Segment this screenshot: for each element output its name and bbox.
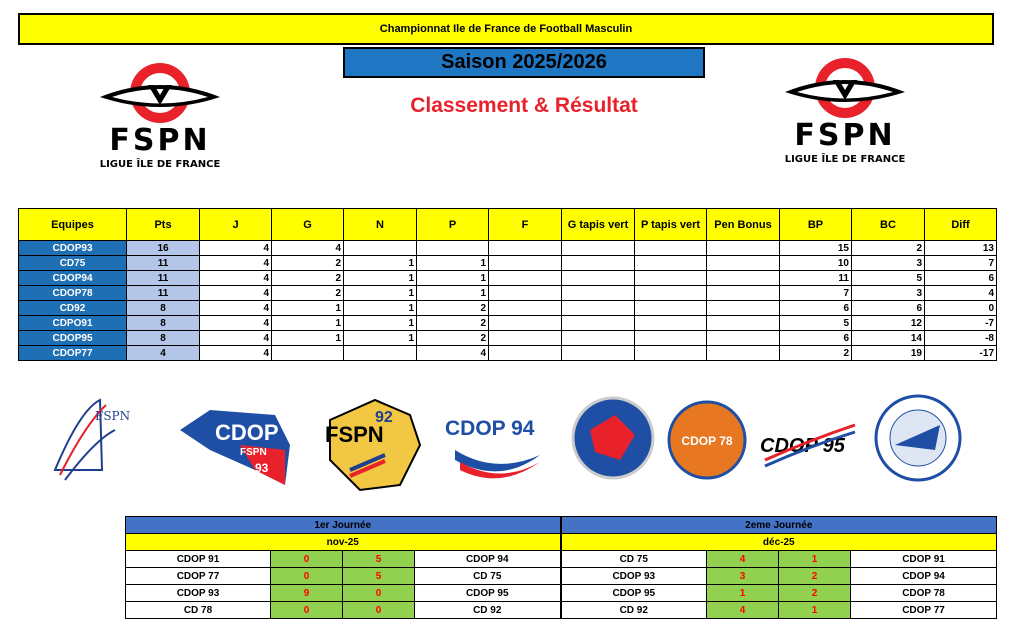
cell-ptv — [635, 331, 707, 346]
cell-diff: 4 — [925, 286, 997, 301]
fspn-logo-right — [765, 50, 925, 170]
cell-bc: 12 — [852, 316, 925, 331]
match-h1: CDOP 93 — [126, 585, 271, 602]
cell-pen — [707, 331, 780, 346]
match-s2a: 3 — [707, 568, 779, 585]
badge-91 — [573, 398, 653, 478]
badge-paris — [55, 400, 130, 480]
badge-92-text: FSPN — [325, 422, 384, 447]
match-s2b: 1 — [779, 551, 851, 568]
badge-94-text: CDOP 94 — [445, 417, 535, 440]
journee-2-header: 2eme Journée — [561, 517, 997, 534]
cell-bp: 15 — [780, 241, 852, 256]
season-banner: Saison 2025/2026 — [343, 47, 705, 78]
match-s1b: 5 — [343, 551, 415, 568]
match-s2b: 2 — [779, 568, 851, 585]
cell-ptv — [635, 346, 707, 361]
col-header: N — [344, 209, 417, 241]
match-a2: CDOP 94 — [851, 568, 997, 585]
cell-gtv — [562, 316, 635, 331]
cell-pts: 8 — [127, 331, 200, 346]
col-header: Equipes — [19, 209, 127, 241]
cell-n — [344, 346, 417, 361]
badge-92 — [325, 400, 420, 490]
journee-2-month: déc-25 — [561, 534, 997, 551]
cell-pen — [707, 301, 780, 316]
cell-gtv — [562, 286, 635, 301]
badge-93-sub: FSPN — [240, 447, 267, 458]
fspn-logo-left — [80, 55, 240, 175]
logo-name: FSPN — [794, 118, 896, 153]
cell-bc: 2 — [852, 241, 925, 256]
match-a1: CD 92 — [415, 602, 561, 619]
cell-bc: 14 — [852, 331, 925, 346]
cell-bc: 5 — [852, 271, 925, 286]
cell-j: 4 — [200, 331, 272, 346]
cell-j: 4 — [200, 346, 272, 361]
cell-ptv — [635, 286, 707, 301]
cell-team: CDOP78 — [19, 286, 127, 301]
match-s1a: 9 — [271, 585, 343, 602]
cell-bc: 3 — [852, 286, 925, 301]
cell-bp: 10 — [780, 256, 852, 271]
cell-pen — [707, 271, 780, 286]
col-header: BP — [780, 209, 852, 241]
col-header: G — [272, 209, 344, 241]
cell-g: 4 — [272, 241, 344, 256]
col-header: BC — [852, 209, 925, 241]
match-s1b: 0 — [343, 602, 415, 619]
standings-row — [19, 316, 997, 331]
match-h2: CDOP 93 — [561, 568, 707, 585]
page-subtitle: Classement & Résultat — [410, 94, 638, 117]
col-header: J — [200, 209, 272, 241]
cell-gtv — [562, 301, 635, 316]
cell-gtv — [562, 346, 635, 361]
cell-team: CDOP93 — [19, 241, 127, 256]
badge-paris-text: FSPN — [95, 409, 131, 423]
cell-j: 4 — [200, 301, 272, 316]
cell-g: 1 — [272, 331, 344, 346]
col-header: P tapis vert — [635, 209, 707, 241]
cell-p: 1 — [417, 256, 489, 271]
match-row — [126, 551, 997, 568]
cell-gtv — [562, 331, 635, 346]
cell-pts: 11 — [127, 256, 200, 271]
cell-ptv — [635, 316, 707, 331]
cell-team: CDPO91 — [19, 316, 127, 331]
standings-row — [19, 241, 997, 256]
cell-diff: 13 — [925, 241, 997, 256]
cell-p: 4 — [417, 346, 489, 361]
cell-bc: 3 — [852, 256, 925, 271]
cell-gtv — [562, 256, 635, 271]
col-header: P — [417, 209, 489, 241]
cell-pen — [707, 346, 780, 361]
cell-n — [344, 241, 417, 256]
journee-1-header: 1er Journée — [126, 517, 561, 534]
cell-bp: 5 — [780, 316, 852, 331]
match-row — [126, 568, 997, 585]
cell-g: 1 — [272, 301, 344, 316]
match-s1a: 0 — [271, 568, 343, 585]
cell-pts: 8 — [127, 316, 200, 331]
cell-ptv — [635, 256, 707, 271]
cell-diff: 6 — [925, 271, 997, 286]
journee-1-month: nov-25 — [126, 534, 561, 551]
match-row — [126, 585, 997, 602]
badge-95-text: CDOP 95 — [760, 435, 845, 457]
badge-92-num: 92 — [375, 409, 393, 426]
cell-bc: 19 — [852, 346, 925, 361]
standings-table — [18, 208, 997, 361]
match-a2: CDOP 77 — [851, 602, 997, 619]
standings-header-row — [19, 209, 997, 241]
match-s2b: 1 — [779, 602, 851, 619]
col-header: F — [489, 209, 562, 241]
badge-78 — [669, 402, 745, 478]
col-header: G tapis vert — [562, 209, 635, 241]
standings-row — [19, 331, 997, 346]
badge-93-text: CDOP — [215, 420, 279, 445]
match-h1: CD 78 — [126, 602, 271, 619]
cell-bp: 2 — [780, 346, 852, 361]
badge-95 — [760, 425, 855, 466]
cell-n: 1 — [344, 301, 417, 316]
cell-diff: -17 — [925, 346, 997, 361]
logo-league: LIGUE ÎLE DE FRANCE — [99, 159, 221, 170]
match-a1: CD 75 — [415, 568, 561, 585]
cell-diff: 0 — [925, 301, 997, 316]
match-s2a: 4 — [707, 602, 779, 619]
cell-bc: 6 — [852, 301, 925, 316]
match-s1a: 0 — [271, 602, 343, 619]
cell-j: 4 — [200, 286, 272, 301]
cell-pts: 16 — [127, 241, 200, 256]
standings-row — [19, 256, 997, 271]
cell-f — [489, 271, 562, 286]
cell-diff: -7 — [925, 316, 997, 331]
badge-93 — [180, 410, 290, 485]
cell-team: CDOP94 — [19, 271, 127, 286]
cell-g: 2 — [272, 256, 344, 271]
cell-f — [489, 241, 562, 256]
cell-p — [417, 241, 489, 256]
logo-name: FSPN — [109, 123, 211, 158]
cell-bp: 6 — [780, 301, 852, 316]
cell-j: 4 — [200, 316, 272, 331]
cell-bp: 6 — [780, 331, 852, 346]
logo-league: LIGUE ÎLE DE FRANCE — [784, 154, 906, 165]
match-h2: CD 75 — [561, 551, 707, 568]
cell-j: 4 — [200, 241, 272, 256]
match-a1: CDOP 95 — [415, 585, 561, 602]
standings-row — [19, 286, 997, 301]
cell-bp: 7 — [780, 286, 852, 301]
cell-gtv — [562, 271, 635, 286]
cell-bp: 11 — [780, 271, 852, 286]
match-a2: CDOP 78 — [851, 585, 997, 602]
cell-team: CD92 — [19, 301, 127, 316]
cell-ptv — [635, 301, 707, 316]
match-h1: CDOP 91 — [126, 551, 271, 568]
cell-n: 1 — [344, 256, 417, 271]
cell-p: 2 — [417, 316, 489, 331]
match-h2: CDOP 95 — [561, 585, 707, 602]
match-s1b: 5 — [343, 568, 415, 585]
cell-g: 2 — [272, 271, 344, 286]
cell-pts: 8 — [127, 301, 200, 316]
match-s1b: 0 — [343, 585, 415, 602]
match-s2b: 2 — [779, 585, 851, 602]
results-table — [125, 516, 997, 619]
col-header: Pen Bonus — [707, 209, 780, 241]
standings-row — [19, 301, 997, 316]
cell-f — [489, 331, 562, 346]
cell-pen — [707, 286, 780, 301]
cell-f — [489, 346, 562, 361]
match-s1a: 0 — [271, 551, 343, 568]
cell-pts: 11 — [127, 271, 200, 286]
cell-f — [489, 301, 562, 316]
cell-n: 1 — [344, 316, 417, 331]
cell-g: 1 — [272, 316, 344, 331]
cell-pen — [707, 316, 780, 331]
cell-j: 4 — [200, 271, 272, 286]
cell-team: CD75 — [19, 256, 127, 271]
badge-94 — [445, 417, 540, 478]
badge-77 — [876, 396, 960, 480]
cell-diff: -8 — [925, 331, 997, 346]
cell-f — [489, 316, 562, 331]
match-s2a: 4 — [707, 551, 779, 568]
col-header: Pts — [127, 209, 200, 241]
cell-pen — [707, 241, 780, 256]
cell-f — [489, 256, 562, 271]
cell-pts: 4 — [127, 346, 200, 361]
cell-p: 1 — [417, 271, 489, 286]
match-a2: CDOP 91 — [851, 551, 997, 568]
match-row — [126, 602, 997, 619]
col-header: Diff — [925, 209, 997, 241]
cell-pts: 11 — [127, 286, 200, 301]
cell-team: CDOP77 — [19, 346, 127, 361]
match-h1: CDOP 77 — [126, 568, 271, 585]
championship-title: Championnat Ile de France de Football Masculin — [18, 13, 994, 45]
cell-ptv — [635, 241, 707, 256]
cell-gtv — [562, 241, 635, 256]
standings-row — [19, 271, 997, 286]
standings-row — [19, 346, 997, 361]
cell-n: 1 — [344, 286, 417, 301]
cell-team: CDOP95 — [19, 331, 127, 346]
cell-diff: 7 — [925, 256, 997, 271]
cell-p: 2 — [417, 301, 489, 316]
cell-n: 1 — [344, 271, 417, 286]
cell-p: 1 — [417, 286, 489, 301]
cell-pen — [707, 256, 780, 271]
match-a1: CDOP 94 — [415, 551, 561, 568]
cell-j: 4 — [200, 256, 272, 271]
team-badges-row — [40, 390, 980, 495]
cell-f — [489, 286, 562, 301]
badge-78-text: CDOP 78 — [681, 434, 733, 448]
match-s2a: 1 — [707, 585, 779, 602]
cell-g: 2 — [272, 286, 344, 301]
cell-p: 2 — [417, 331, 489, 346]
cell-n: 1 — [344, 331, 417, 346]
match-h2: CD 92 — [561, 602, 707, 619]
cell-g — [272, 346, 344, 361]
badge-93-num: 93 — [255, 461, 269, 475]
cell-ptv — [635, 271, 707, 286]
